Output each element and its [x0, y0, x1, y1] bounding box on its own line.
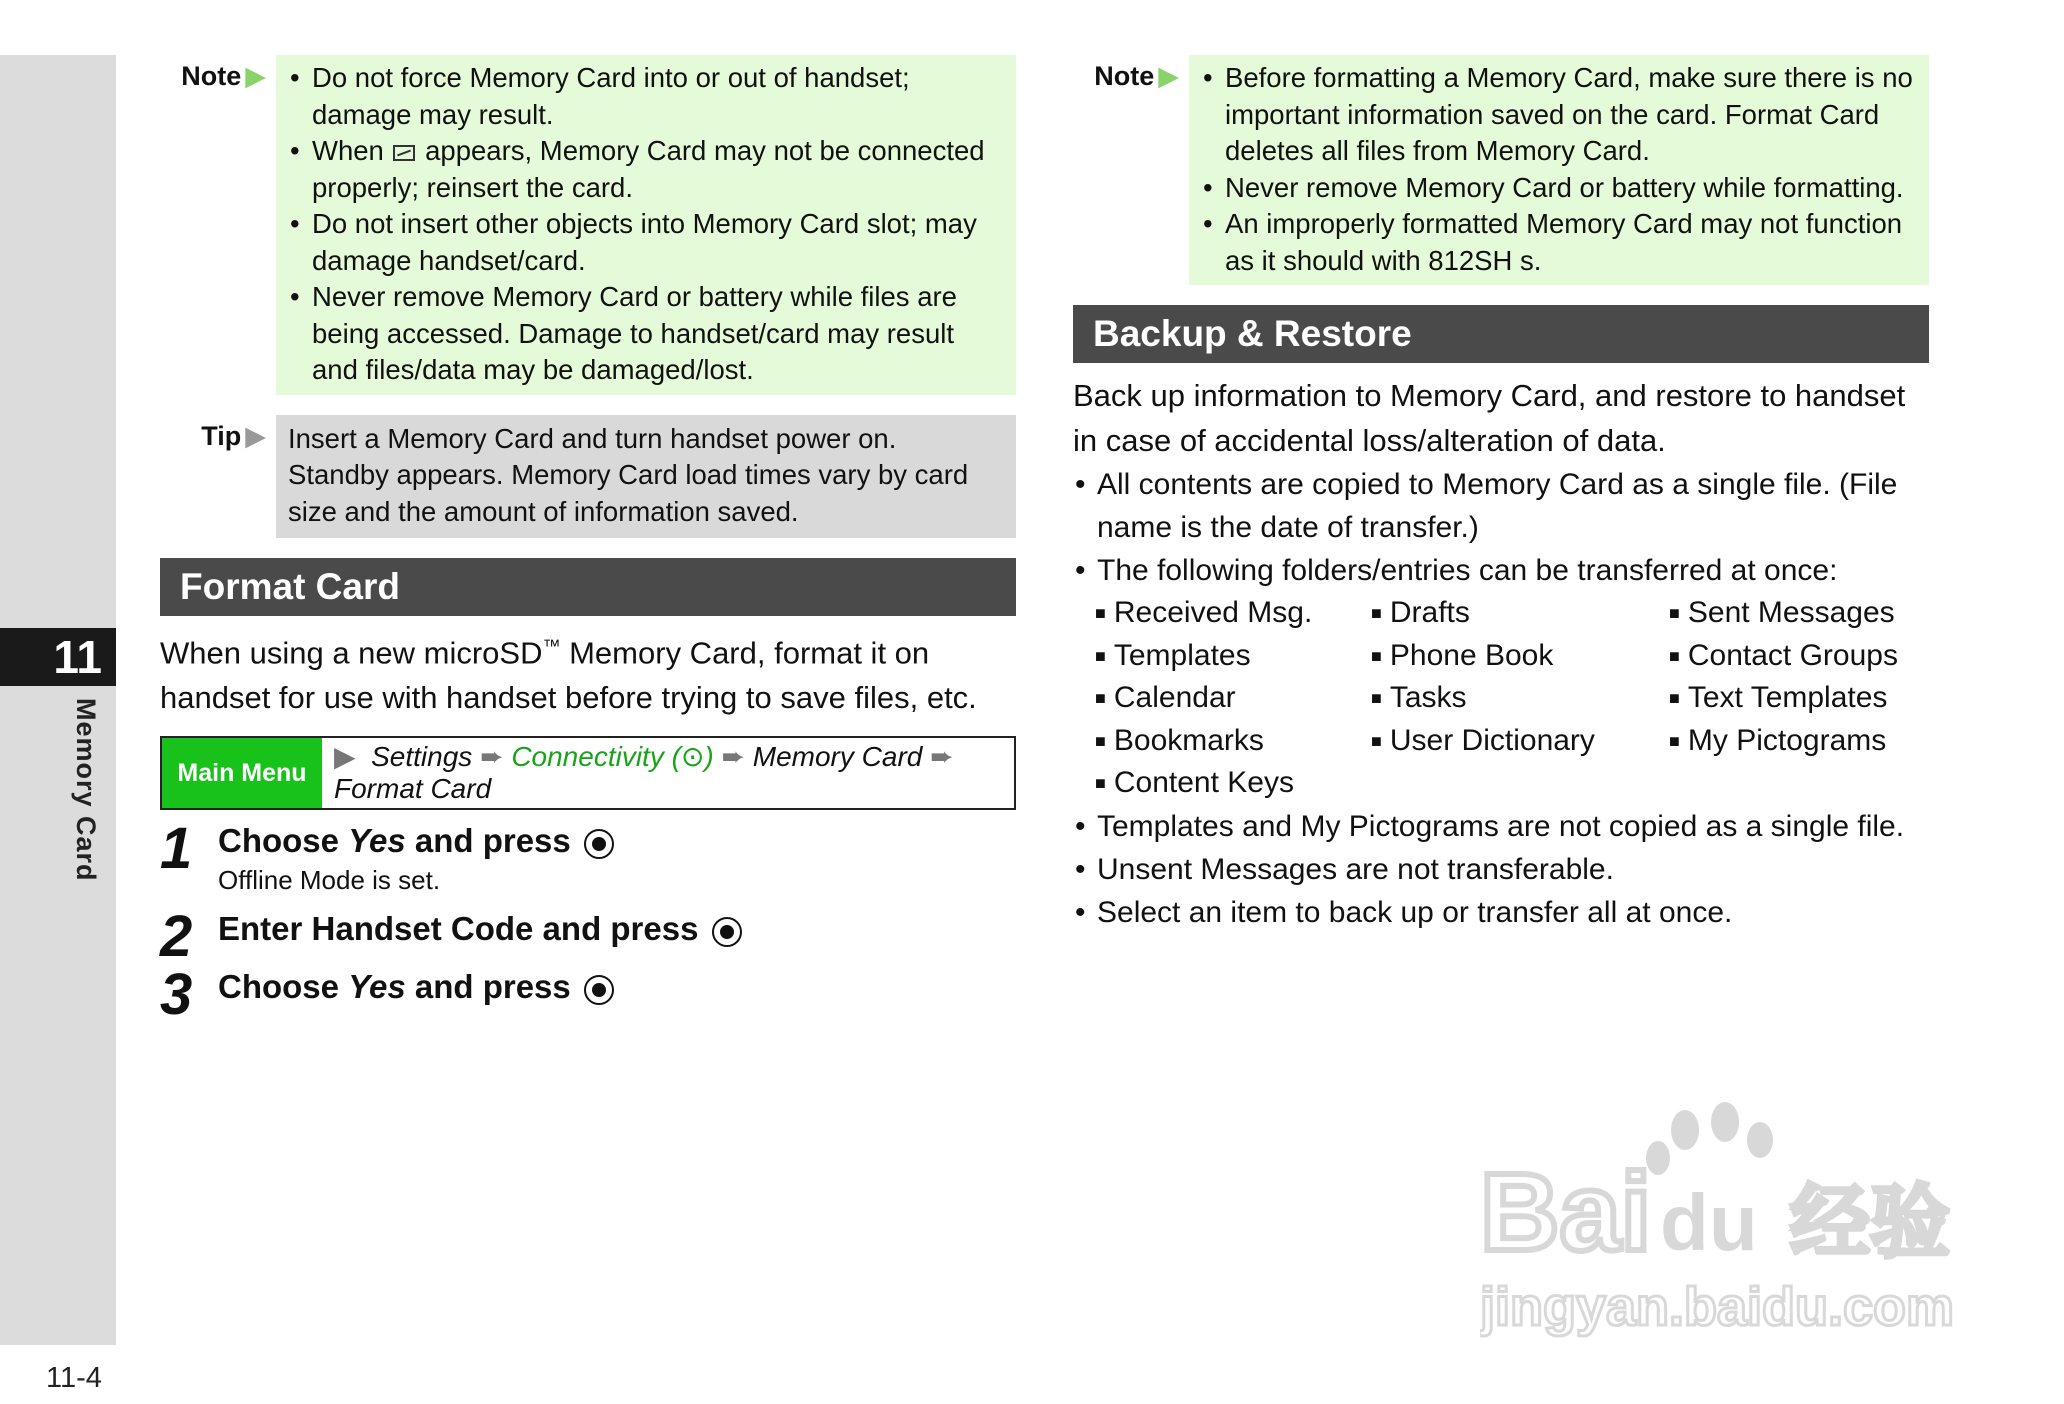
- tip-label: Tip: [201, 420, 242, 451]
- note-label: Note: [1094, 61, 1155, 91]
- page-number: 11-4: [46, 1362, 102, 1394]
- note-label: Note: [181, 61, 242, 91]
- folder-grid: [1095, 592, 1929, 805]
- arrow-right-icon: ➨: [930, 741, 954, 773]
- list-item: • All contents are copied to Memory Card as a single file. (File name is the date of transfer.): [1073, 463, 1929, 549]
- center-key-icon: [712, 917, 742, 947]
- nav-key-icon: ⊙: [680, 741, 705, 773]
- center-key-icon: [584, 975, 614, 1005]
- bullet-list: [1073, 463, 1929, 592]
- note-item: • Do not insert other objects into Memory Card slot; may damage handset/card.: [288, 206, 1004, 279]
- folder-item: ■ Contact Groups: [1669, 635, 1929, 678]
- step: 1 Choose Yes and press Offline Mode is set.: [160, 818, 1016, 896]
- arrow-right-icon: ➨: [480, 741, 504, 773]
- path-item: Memory Card: [752, 741, 923, 773]
- left-column: [160, 55, 1016, 1028]
- folder-item: ■ My Pictograms: [1669, 720, 1929, 763]
- folder-item: ■ Sent Messages: [1669, 592, 1929, 635]
- note-item: • Never remove Memory Card or battery while files are being accessed. Damage to handset/card may result and files/data may be damaged/lost.: [288, 279, 1004, 389]
- main-menu-label: Main Menu: [162, 738, 322, 808]
- list-item: • The following folders/entries can be transferred at once:: [1073, 549, 1929, 592]
- folder-item: ■ User Dictionary: [1371, 720, 1669, 763]
- folder-item: ■ Drafts: [1371, 592, 1669, 635]
- folder-item: ■ Calendar: [1095, 677, 1371, 720]
- list-item: • Unsent Messages are not transferable.: [1073, 848, 1929, 891]
- path-item: Connectivity (⊙): [511, 741, 714, 773]
- triangle-right-icon: ▶: [1158, 61, 1179, 91]
- intro-paragraph: When using a new microSD™ Memory Card, format it on handset for use with handset before trying to save files, etc.: [160, 635, 977, 716]
- path-item: Settings: [371, 741, 473, 773]
- tip-box: [160, 415, 1016, 539]
- tip-text: Insert a Memory Card and turn handset power on. Standby appears. Memory Card load times vary by card size and the amount of information saved.: [276, 415, 1016, 539]
- watermark-brand: Bai: [1480, 1151, 1652, 1274]
- list-item: • Templates and My Pictograms are not copied as a single file.: [1073, 805, 1929, 848]
- watermark-cn: 经验: [1790, 1176, 1950, 1269]
- note-box: [160, 55, 1016, 395]
- center-key-icon: [584, 829, 614, 859]
- section-heading: Backup & Restore: [1073, 305, 1929, 363]
- step: 2 Enter Handset Code and press: [160, 906, 1016, 952]
- folder-item: ■ Received Msg.: [1095, 592, 1371, 635]
- section-heading: Format Card: [160, 558, 1016, 616]
- baidu-watermark-logo: [1480, 1100, 2000, 1340]
- note-item: • Do not force Memory Card into or out of handset; damage may result.: [288, 60, 1004, 133]
- folder-item: ■ Bookmarks: [1095, 720, 1371, 763]
- list-item: • Select an item to back up or transfer all at once.: [1073, 891, 1929, 934]
- step: 3 Choose Yes and press: [160, 964, 1016, 1010]
- folder-item: ■ Templates: [1095, 635, 1371, 678]
- path-item: Format Card: [334, 773, 492, 805]
- intro-paragraph: Back up information to Memory Card, and restore to handset in case of accidental loss/alteration of data.: [1073, 378, 1906, 458]
- chapter-number: 11: [0, 628, 116, 686]
- right-column: [1073, 55, 1929, 934]
- note-item: • An improperly formatted Memory Card may not function as it should with 812SH s.: [1201, 206, 1917, 279]
- triangle-right-icon: ▶: [334, 741, 356, 773]
- note-item: • When appears, Memory Card may not be connected properly; reinsert the card.: [288, 133, 1004, 206]
- note-item: • Never remove Memory Card or battery while formatting.: [1201, 170, 1917, 207]
- triangle-right-icon: ▶: [245, 61, 266, 91]
- chapter-title: Memory Card: [71, 698, 101, 882]
- folder-item: ■ Phone Book: [1371, 635, 1669, 678]
- note-item: • Before formatting a Memory Card, make sure there is no important information saved on the card. Format Card deletes all files from Memory Card.: [1201, 60, 1917, 170]
- arrow-right-icon: ➨: [721, 741, 745, 773]
- watermark-url: jingyan.baidu.com: [1480, 1277, 1955, 1337]
- watermark-brand2: du: [1660, 1178, 1758, 1267]
- folder-item: ■ Text Templates: [1669, 677, 1929, 720]
- folder-item: ■ Tasks: [1371, 677, 1669, 720]
- folder-item: ■ Content Keys: [1095, 762, 1371, 805]
- bullet-list: [1073, 805, 1929, 934]
- menu-path: [160, 736, 1016, 810]
- no-card-icon: [393, 145, 415, 161]
- triangle-right-icon: ▶: [245, 420, 266, 451]
- note-box: [1073, 55, 1929, 285]
